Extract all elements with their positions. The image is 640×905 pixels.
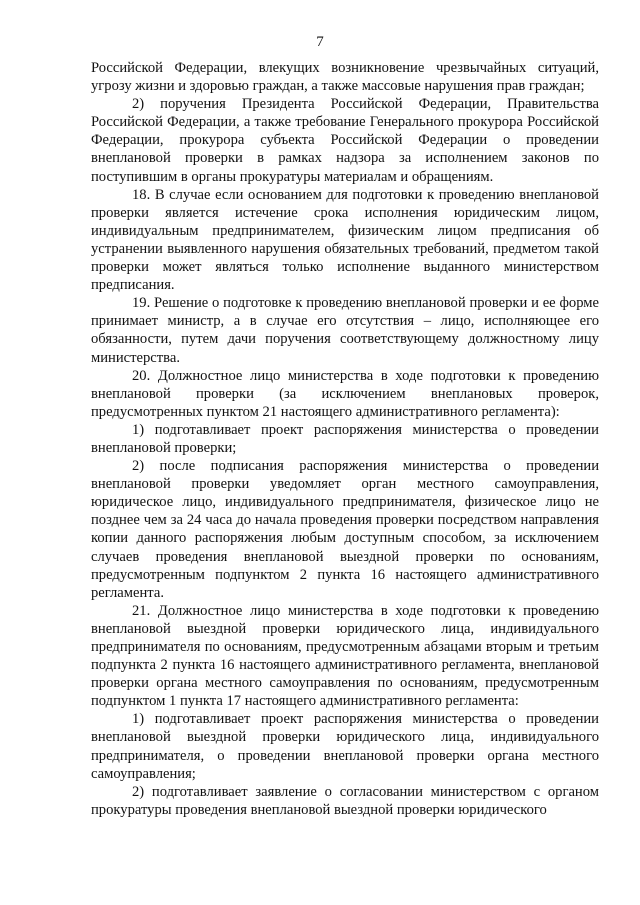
paragraph-21-item-2: 2) подготавливает заявление о согласовании министерством с органом прокуратуры проведения внеплановой выездной проверки юридического [91,783,599,818]
paragraph-continuation: Российской Федерации, влекущих возникновение чрезвычайных ситуаций, угрозу жизни и здоровью граждан, а также массовые нарушения прав граждан; [91,60,599,95]
paragraph-subitem-2: 2) поручения Президента Российской Федерации, Правительства Российской Федерации, а также требование Генерального прокурора Российской Федерации, прокурора субъекта Российской Федерации о проведении внеплановой проверки в рамках надзора за исполнением законов по поступившим в органы прокуратуры материалам и обращениям. [91,96,599,185]
paragraph-20: 20. Должностное лицо министерства в ходе подготовки к проведению внеплановой проверки (за исключением внеплановых проверок, предусмотренных пунктом 21 настоящего административного регламента): [91,367,599,420]
paragraph-18: 18. В случае если основанием для подготовки к проведению внеплановой проверки является истечение срока исполнения юридическим лицом, индивидуальным предпринимателем, физическим лицом предписания об устранении выявленного нарушения обязательных требований, предметом такой проверки может являться только исполнение выданного министерством предписания. [91,186,599,294]
document-body [91,59,599,819]
page-number: 7 [316,34,324,50]
paragraph-21-item-1: 1) подготавливает проект распоряжения министерства о проведении внеплановой выездной проверки юридического лица, индивидуального предпринимателя, о проведении внеплановой проверки органа местного самоуправления; [91,711,599,782]
paragraph-21: 21. Должностное лицо министерства в ходе подготовки к проведению внеплановой выездной проверки юридического лица, индивидуального предпринимателя по основаниям, предусмотренным абзацами вторым и третьим подпункта 2 пункта 16 настоящего административного регламента, внеплановой проверки органа местного самоуправления по основаниям, предусмотренным подпунктом 1 пункта 17 настоящего административного регламента: [91,602,599,710]
paragraph-20-item-2: 2) после подписания распоряжения министерства о проведении внеплановой проверки уведомляет орган местного самоуправления, юридическое лицо, индивидуального предпринимателя, физическое лицо не позднее чем за 24 часа до начала проведения проверки посредством направления копии данного распоряжения любым доступным способом, за исключением случаев проведения внеплановой выездной проверки по основаниям, предусмотренным подпунктом 2 пункта 16 настоящего административного регламента. [91,458,599,601]
paragraph-19: 19. Решение о подготовке к проведению внеплановой проверки и ее форме принимает министр, а в случае его отсутствия – лицо, исполняющее его обязанности, путем дачи поручения соответствующему должностному лицу министерства. [91,295,599,366]
paragraph-20-item-1: 1) подготавливает проект распоряжения министерства о проведении внеплановой проверки; [91,421,599,456]
